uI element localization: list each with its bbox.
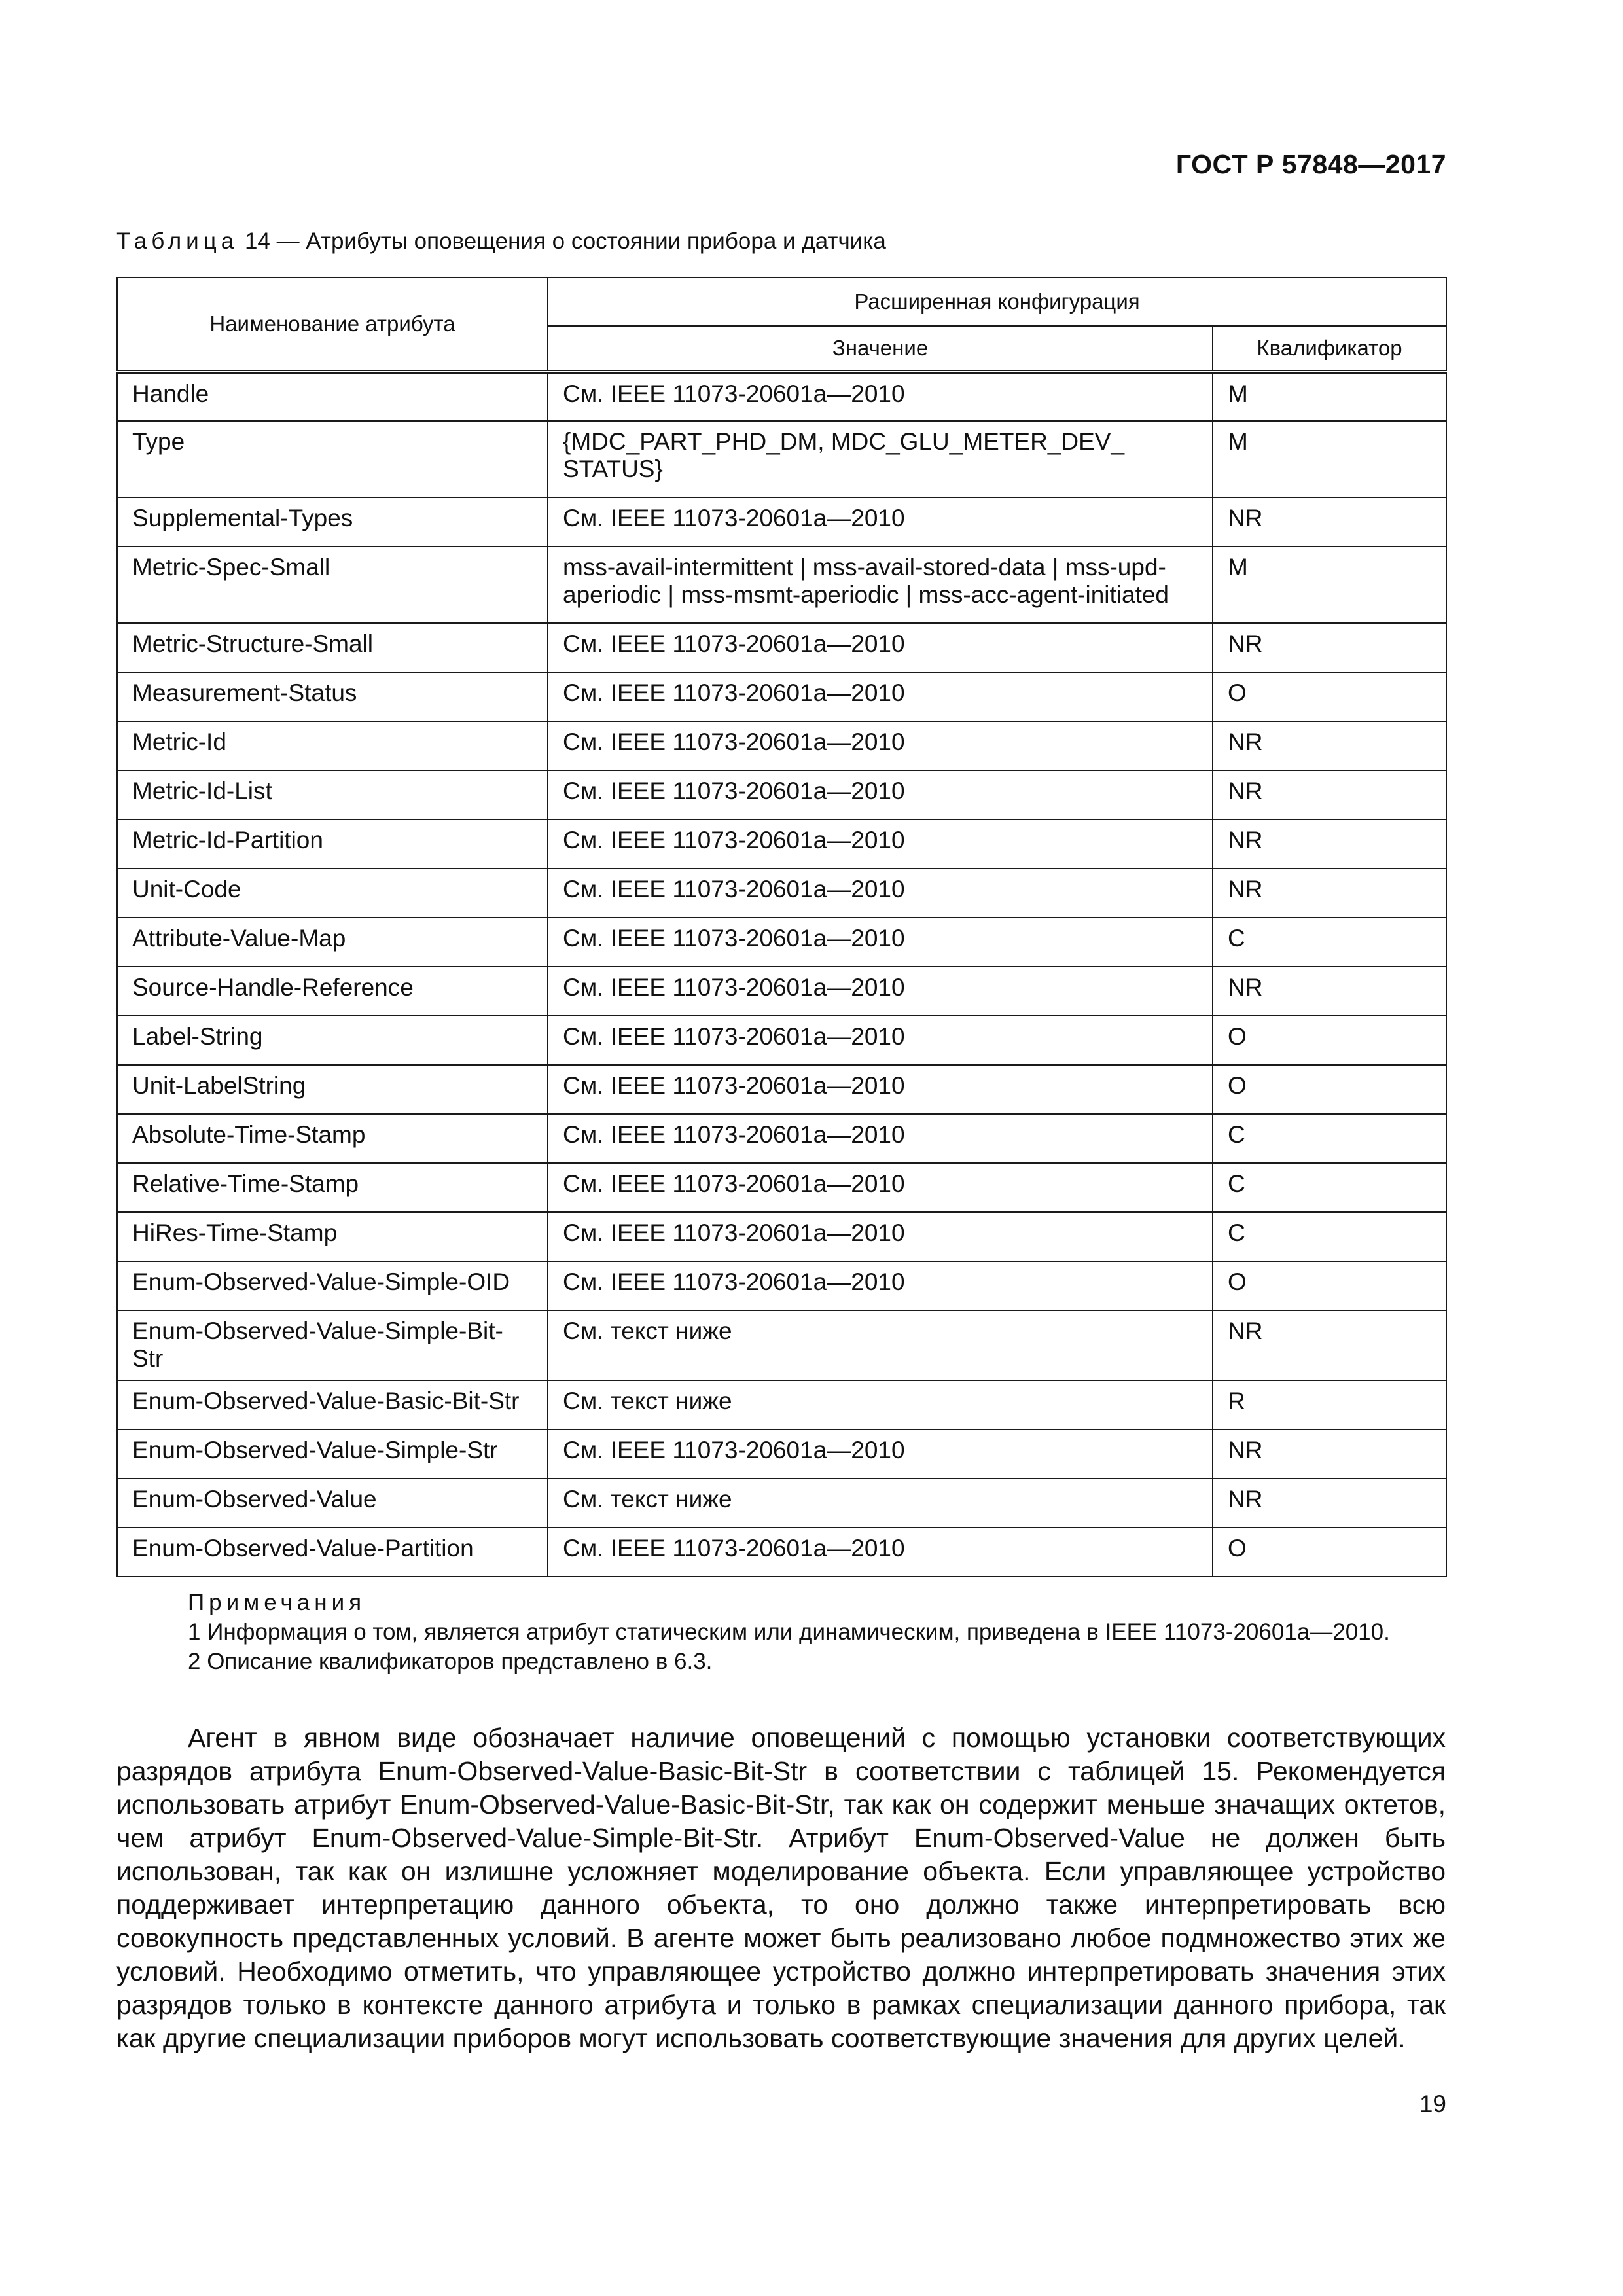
table-row bbox=[117, 1528, 1446, 1577]
table-row bbox=[117, 1261, 1446, 1310]
cell-qualifier: NR bbox=[1213, 770, 1446, 819]
cell-value: См. IEEE 11073-20601a—2010 bbox=[548, 372, 1213, 421]
cell-qualifier: R bbox=[1213, 1380, 1446, 1429]
cell-value: См. IEEE 11073-20601a—2010 bbox=[548, 1261, 1213, 1310]
cell-name: Metric-Spec-Small bbox=[117, 547, 548, 623]
table-row bbox=[117, 1479, 1446, 1528]
table-row bbox=[117, 623, 1446, 672]
table-row bbox=[117, 1065, 1446, 1114]
cell-qualifier: M bbox=[1213, 421, 1446, 497]
note-item: 1 Информация о том, является атрибут статическим или динамическим, приведена в IEEE 11073-20601a—2010. bbox=[188, 1619, 1390, 1645]
cell-qualifier: M bbox=[1213, 547, 1446, 623]
table-row bbox=[117, 967, 1446, 1016]
cell-qualifier: NR bbox=[1213, 1429, 1446, 1479]
cell-name: Attribute-Value-Map bbox=[117, 918, 548, 967]
cell-value: См. IEEE 11073-20601a—2010 bbox=[548, 819, 1213, 869]
table-caption-label: Таблица bbox=[116, 228, 239, 254]
table-row bbox=[117, 1114, 1446, 1163]
cell-value: См. IEEE 11073-20601a—2010 bbox=[548, 1016, 1213, 1065]
cell-qualifier: C bbox=[1213, 918, 1446, 967]
document-id-header: ГОСТ Р 57848—2017 bbox=[1175, 149, 1446, 179]
table-row bbox=[117, 721, 1446, 770]
table-row bbox=[117, 547, 1446, 623]
cell-value: См. IEEE 11073-20601a—2010 bbox=[548, 672, 1213, 721]
cell-value: См. IEEE 11073-20601a—2010 bbox=[548, 967, 1213, 1016]
table-row bbox=[117, 770, 1446, 819]
cell-value: См. IEEE 11073-20601a—2010 bbox=[548, 1528, 1213, 1577]
cell-qualifier: C bbox=[1213, 1114, 1446, 1163]
cell-qualifier: O bbox=[1213, 672, 1446, 721]
cell-name: Metric-Id-Partition bbox=[117, 819, 548, 869]
table-row bbox=[117, 672, 1446, 721]
cell-value: См. IEEE 11073-20601a—2010 bbox=[548, 623, 1213, 672]
cell-name: Absolute-Time-Stamp bbox=[117, 1114, 548, 1163]
cell-name: Metric-Structure-Small bbox=[117, 623, 548, 672]
cell-qualifier: NR bbox=[1213, 497, 1446, 547]
cell-qualifier: NR bbox=[1213, 819, 1446, 869]
cell-qualifier: O bbox=[1213, 1065, 1446, 1114]
cell-value: См. IEEE 11073-20601a—2010 bbox=[548, 721, 1213, 770]
cell-name: Relative-Time-Stamp bbox=[117, 1163, 548, 1212]
notes-block bbox=[116, 1588, 1446, 1676]
header-attribute-name: Наименование атрибута bbox=[117, 278, 548, 372]
cell-name: Metric-Id-List bbox=[117, 770, 548, 819]
cell-qualifier: M bbox=[1213, 372, 1446, 421]
cell-value: См. текст ниже bbox=[548, 1479, 1213, 1528]
cell-name: HiRes-Time-Stamp bbox=[117, 1212, 548, 1261]
cell-value: См. IEEE 11073-20601a—2010 bbox=[548, 918, 1213, 967]
header-qualifier: Квалификатор bbox=[1213, 326, 1446, 372]
table-body bbox=[117, 372, 1446, 1577]
cell-name: Enum-Observed-Value-Simple-OID bbox=[117, 1261, 548, 1310]
cell-value: См. IEEE 11073-20601a—2010 bbox=[548, 497, 1213, 547]
table-row bbox=[117, 1016, 1446, 1065]
cell-name: Type bbox=[117, 421, 548, 497]
table-row bbox=[117, 918, 1446, 967]
header-extended-config: Расширенная конфигурация bbox=[548, 278, 1446, 326]
cell-name: Enum-Observed-Value-Basic-Bit-Str bbox=[117, 1380, 548, 1429]
cell-name: Unit-LabelString bbox=[117, 1065, 548, 1114]
cell-qualifier: NR bbox=[1213, 967, 1446, 1016]
table-row bbox=[117, 1163, 1446, 1212]
table-caption-text: 14 — Атрибуты оповещения о состоянии прибора и датчика bbox=[244, 228, 886, 254]
cell-value: См. текст ниже bbox=[548, 1380, 1213, 1429]
notes-title: Примечания bbox=[188, 1590, 366, 1615]
cell-name: Source-Handle-Reference bbox=[117, 967, 548, 1016]
cell-value: mss-avail-intermittent | mss-avail-stored-data | mss-upd-aperiodic | mss-msmt-aperiodic | mss-acc-agent-initiated bbox=[548, 547, 1213, 623]
cell-qualifier: NR bbox=[1213, 623, 1446, 672]
cell-qualifier: O bbox=[1213, 1528, 1446, 1577]
table-row bbox=[117, 869, 1446, 918]
cell-qualifier: C bbox=[1213, 1212, 1446, 1261]
cell-qualifier: NR bbox=[1213, 1479, 1446, 1528]
table-row bbox=[117, 1212, 1446, 1261]
cell-qualifier: NR bbox=[1213, 721, 1446, 770]
page-number: 19 bbox=[1419, 2090, 1446, 2117]
cell-value: См. IEEE 11073-20601a—2010 bbox=[548, 1163, 1213, 1212]
header-value: Значение bbox=[548, 326, 1213, 372]
cell-name: Enum-Observed-Value bbox=[117, 1479, 548, 1528]
cell-value: См. IEEE 11073-20601a—2010 bbox=[548, 869, 1213, 918]
table-caption bbox=[116, 228, 886, 255]
table-row bbox=[117, 819, 1446, 869]
table-row bbox=[117, 421, 1446, 497]
cell-name: Measurement-Status bbox=[117, 672, 548, 721]
cell-name: Unit-Code bbox=[117, 869, 548, 918]
cell-qualifier: NR bbox=[1213, 869, 1446, 918]
table-row bbox=[117, 1429, 1446, 1479]
cell-value: См. IEEE 11073-20601a—2010 bbox=[548, 1212, 1213, 1261]
table-row bbox=[117, 1380, 1446, 1429]
cell-value: См. IEEE 11073-20601a—2010 bbox=[548, 1429, 1213, 1479]
cell-value: См. текст ниже bbox=[548, 1310, 1213, 1380]
body-paragraph: Агент в явном виде обозначает наличие оповещений с помощью установки соответствующих разрядов атрибута Enum-Observed-Value-Basic-Bit-Str в соответствии с таблицей 15. Рекомендуется использовать атрибут Enum-Observed-Value-Basic-Bit-Str, так как он содержит меньше значащих октетов, чем атрибут Enum-Observed-Value-Simple-Bit-Str. Атрибут Enum-Observed-Value не должен быть использован, так как он излишне усложняет моделирование объекта. Если управляющее устройство поддерживает интерпретацию данного объекта, то оно должно также интерпретировать всю совокупность представленных условий. В агенте может быть реализовано любое подмножество этих же условий. Необходимо отметить, что управляющее устройство должно интерпретировать значения этих разрядов только в контексте данного атрибута и только в рамках специализации данного прибора, так как другие специализации приборов могут использовать соответствующие значения для других целей. bbox=[116, 1723, 1446, 2053]
cell-name: Enum-Observed-Value-Partition bbox=[117, 1528, 548, 1577]
table-row bbox=[117, 372, 1446, 421]
cell-value: {MDC_PART_PHD_DM, MDC_GLU_METER_DEV_ STATUS} bbox=[548, 421, 1213, 497]
table-row bbox=[117, 1310, 1446, 1380]
cell-name: Label-String bbox=[117, 1016, 548, 1065]
cell-qualifier: O bbox=[1213, 1016, 1446, 1065]
table-row bbox=[117, 497, 1446, 547]
cell-name: Handle bbox=[117, 372, 548, 421]
note-item: 2 Описание квалификаторов представлено в 6.3. bbox=[188, 1649, 713, 1674]
cell-qualifier: C bbox=[1213, 1163, 1446, 1212]
cell-value: См. IEEE 11073-20601a—2010 bbox=[548, 770, 1213, 819]
cell-qualifier: O bbox=[1213, 1261, 1446, 1310]
cell-name: Enum-Observed-Value-Simple-Bit-Str bbox=[117, 1310, 548, 1380]
cell-value: См. IEEE 11073-20601a—2010 bbox=[548, 1114, 1213, 1163]
cell-qualifier: NR bbox=[1213, 1310, 1446, 1380]
cell-name: Supplemental-Types bbox=[117, 497, 548, 547]
attributes-table bbox=[116, 277, 1447, 1577]
cell-value: См. IEEE 11073-20601a—2010 bbox=[548, 1065, 1213, 1114]
cell-name: Metric-Id bbox=[117, 721, 548, 770]
cell-name: Enum-Observed-Value-Simple-Str bbox=[117, 1429, 548, 1479]
